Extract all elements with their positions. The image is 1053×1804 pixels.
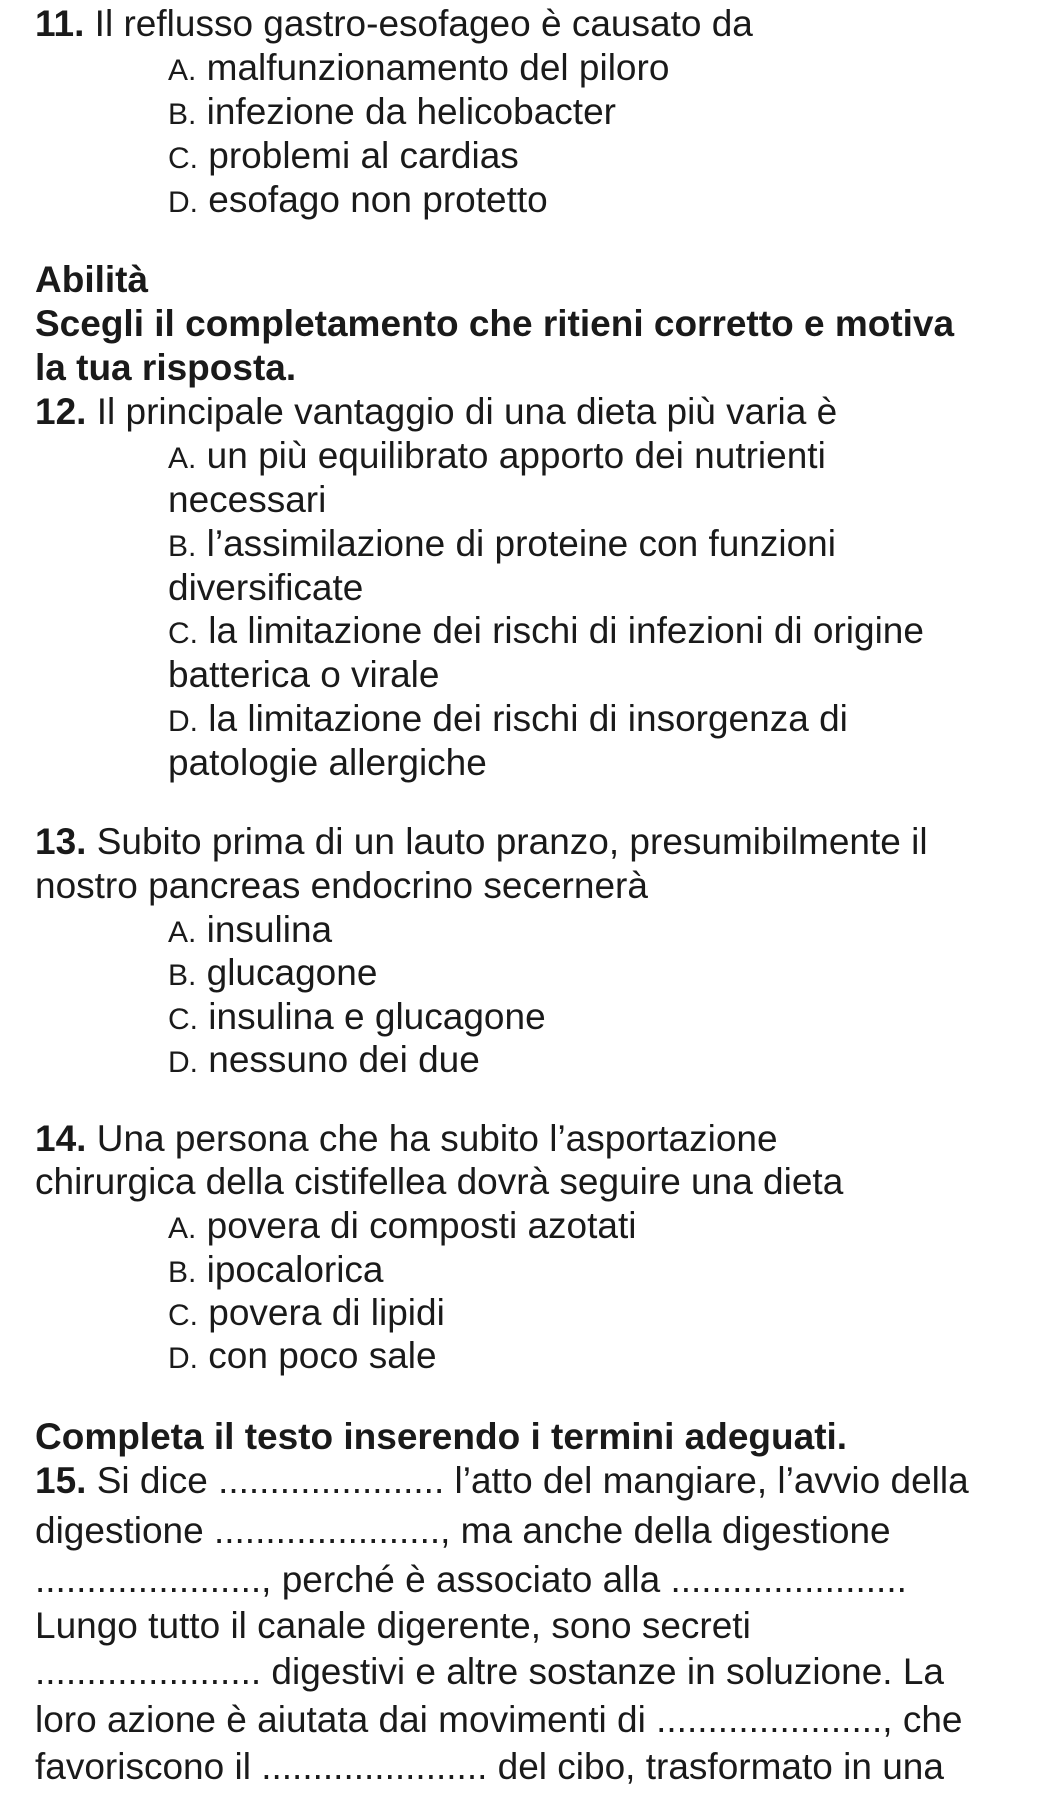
option-text: problemi al cardias	[198, 135, 519, 176]
q15-line3	[35, 1558, 907, 1602]
fill-blank-6[interactable]: ......................	[656, 1699, 883, 1740]
q15-line6	[35, 1698, 963, 1742]
option-letter: C.	[168, 1299, 198, 1332]
q15-text: del cibo, trasformato in una	[487, 1746, 944, 1787]
option-letter: D.	[168, 1046, 198, 1079]
q11-option-a	[168, 46, 669, 90]
option-text: la limitazione dei rischi di infezioni di origine	[198, 610, 924, 651]
option-letter: D.	[168, 1342, 198, 1375]
q15-line4: Lungo tutto il canale digerente, sono secreti	[35, 1605, 751, 1646]
q15-text: favoriscono il	[35, 1746, 262, 1787]
option-text: un più equilibrato apporto dei nutrienti	[196, 435, 826, 476]
option-text: povera di lipidi	[198, 1292, 445, 1333]
q11-stem-text: Il reflusso gastro-esofageo è causato da	[84, 3, 753, 44]
q15-text: , perché è associato alla	[261, 1559, 671, 1600]
q15-text: , ma anche della digestione	[440, 1510, 891, 1551]
option-letter: C.	[168, 142, 198, 175]
q15-text: , che	[882, 1699, 963, 1740]
option-letter: B.	[168, 1256, 197, 1289]
q12-option-d-cont: patologie allergiche	[168, 742, 487, 783]
q12-option-a-cont: necessari	[168, 479, 327, 520]
q15-text: Si dice	[86, 1460, 219, 1501]
option-text: con poco sale	[198, 1335, 437, 1376]
section-title-completa: Completa il testo inserendo i termini adeguati.	[35, 1416, 848, 1457]
option-letter: D.	[168, 705, 198, 738]
q13-stem-cont: nostro pancreas endocrino secernerà	[35, 865, 648, 906]
q13-stem-text: Subito prima di un lauto pranzo, presumibilmente il	[86, 821, 928, 862]
q14-stem	[35, 1117, 778, 1161]
q13-option-b	[168, 951, 377, 995]
section-instruction-line1: Scegli il completamento che ritieni corretto e motiva	[35, 303, 955, 344]
q14-number: 14.	[35, 1118, 87, 1159]
q15-line5	[35, 1650, 944, 1694]
option-letter: A.	[168, 916, 197, 949]
q11-option-b	[168, 90, 616, 134]
section-title-abilita: Abilità	[35, 259, 149, 300]
q13-number: 13.	[35, 821, 87, 862]
q15-text: .	[896, 1559, 907, 1600]
option-letter: B.	[168, 530, 197, 563]
q12-option-c	[168, 609, 924, 653]
q12-option-b-cont: diversificate	[168, 567, 364, 608]
q14-stem-text: Una persona che ha subito l’asportazione	[86, 1118, 778, 1159]
q14-option-b	[168, 1248, 384, 1292]
q15-text: l’atto del mangiare, l’avvio della	[444, 1460, 969, 1501]
option-text: insulina	[196, 909, 333, 950]
q12-stem-text: Il principale vantaggio di una dieta più varia è	[86, 391, 838, 432]
q12-option-a	[168, 434, 826, 478]
option-letter: B.	[168, 98, 197, 131]
fill-blank-4[interactable]: ......................	[670, 1559, 897, 1600]
q15-number: 15.	[35, 1460, 87, 1501]
q15-text: digestivi e altre sostanze in soluzione. La	[261, 1651, 944, 1692]
option-letter: B.	[168, 959, 197, 992]
q11-option-c	[168, 134, 519, 178]
q15-text: loro azione è aiutata dai movimenti di	[35, 1699, 657, 1740]
q13-stem	[35, 820, 928, 864]
q15-text: digestione	[35, 1510, 214, 1551]
fill-blank-5[interactable]: ......................	[35, 1651, 262, 1692]
option-text: povera di composti azotati	[196, 1205, 637, 1246]
q14-option-c	[168, 1291, 445, 1335]
option-text: esofago non protetto	[198, 179, 548, 220]
q13-option-d	[168, 1038, 480, 1082]
q15-line2	[35, 1509, 891, 1553]
q15-line1	[35, 1459, 969, 1503]
q14-option-d	[168, 1334, 437, 1378]
option-text: glucagone	[196, 952, 378, 993]
fill-blank-2[interactable]: ......................	[213, 1510, 441, 1551]
option-text: nessuno dei due	[198, 1039, 480, 1080]
q11-option-d	[168, 178, 548, 222]
option-text: ipocalorica	[196, 1249, 384, 1290]
q15-line7	[35, 1745, 944, 1789]
q13-option-c	[168, 995, 546, 1039]
q12-number: 12.	[35, 391, 87, 432]
fill-blank-1[interactable]: ......................	[218, 1460, 445, 1501]
option-letter: A.	[168, 442, 197, 475]
fill-blank-7[interactable]: ......................	[261, 1746, 488, 1787]
fill-blank-3[interactable]: ......................	[35, 1559, 262, 1600]
option-text: insulina e glucagone	[198, 996, 546, 1037]
q11-stem	[35, 2, 753, 46]
q12-stem	[35, 390, 837, 434]
option-letter: C.	[168, 1003, 198, 1036]
option-letter: C.	[168, 617, 198, 650]
q14-option-a	[168, 1204, 636, 1248]
option-letter: A.	[168, 1212, 197, 1245]
option-letter: D.	[168, 186, 198, 219]
q12-option-c-cont: batterica o virale	[168, 654, 440, 695]
q14-stem-cont: chirurgica della cistifellea dovrà seguire una dieta	[35, 1161, 844, 1202]
q13-option-a	[168, 908, 332, 952]
option-letter: A.	[168, 54, 197, 87]
q11-number: 11.	[35, 3, 85, 44]
section-instruction-line2: la tua risposta.	[35, 347, 297, 388]
q12-option-b	[168, 522, 836, 566]
option-text: malfunzionamento del piloro	[196, 47, 670, 88]
option-text: infezione da helicobacter	[196, 91, 616, 132]
option-text: l’assimilazione di proteine con funzioni	[196, 523, 836, 564]
option-text: la limitazione dei rischi di insorgenza di	[198, 698, 848, 739]
q12-option-d	[168, 697, 848, 741]
